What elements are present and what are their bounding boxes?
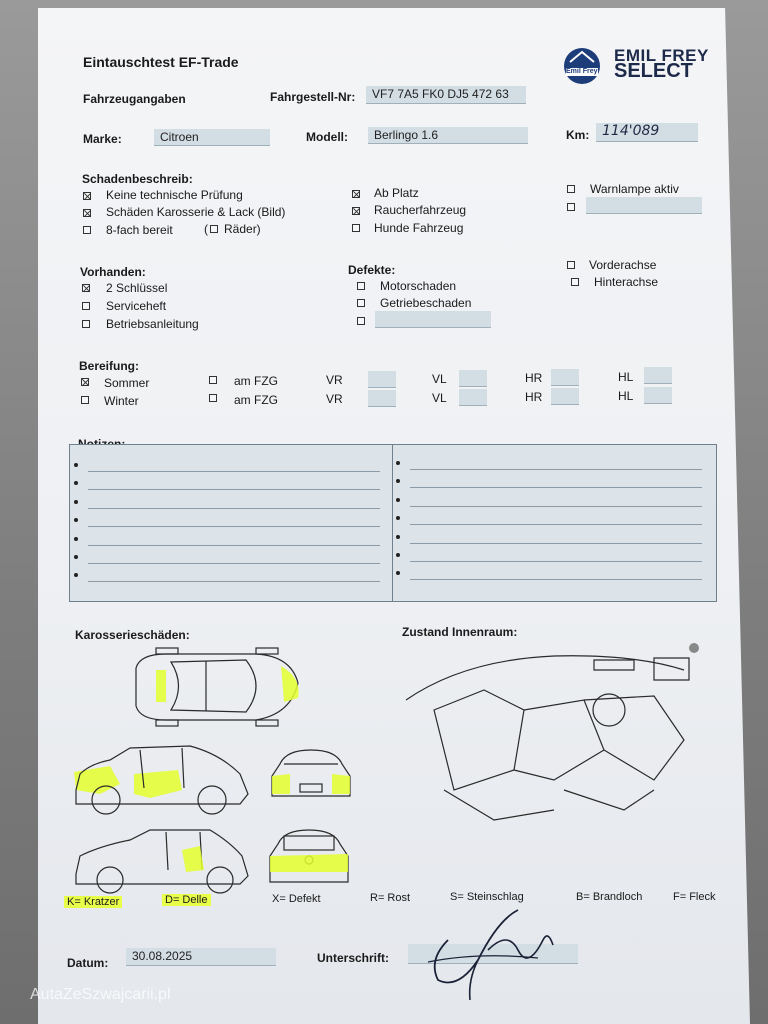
checkbox-front-axle[interactable] (567, 261, 575, 269)
car-side-view-left-diagram (70, 744, 252, 818)
bullet-dot (74, 518, 78, 522)
present-heading: Vorhanden: (80, 265, 146, 279)
checkbox-body-damage[interactable] (83, 209, 91, 217)
vl-summer-field[interactable] (459, 370, 487, 387)
legend-stone-chip: S= Steinschlag (450, 891, 524, 903)
ab-platz-label: Ab Platz (374, 186, 419, 200)
note-line[interactable] (88, 563, 380, 564)
pos-vl-2: VL (432, 391, 447, 405)
smoker-label: Raucherfahrzeug (374, 203, 467, 217)
tires-heading: Bereifung: (79, 359, 139, 373)
pos-hr-2: HR (525, 390, 543, 404)
summer-on-car-label: am FZG (234, 374, 278, 388)
note-line[interactable] (88, 526, 380, 527)
legend-rust: R= Rost (370, 892, 411, 904)
defects-heading: Defekte: (348, 263, 396, 277)
checkbox-ab-platz[interactable] (352, 190, 360, 198)
car-rear-view-diagram (264, 826, 354, 892)
checkbox-winter-on-car[interactable] (209, 394, 217, 402)
vin-field[interactable]: VF7 7A5 FK0 DJ5 472 63 (366, 86, 526, 104)
date-field[interactable]: 30.08.2025 (126, 948, 276, 966)
8fold-ready-label: 8-fach bereit (106, 223, 173, 237)
hr-winter-field[interactable] (551, 388, 579, 405)
pos-vr-2: VR (326, 392, 343, 406)
bullet-dot (74, 555, 78, 559)
checkbox-other[interactable] (567, 203, 575, 211)
checkbox-wheels[interactable] (210, 225, 218, 233)
checkbox-manual[interactable] (82, 320, 90, 328)
model-field[interactable]: Berlingo 1.6 (368, 127, 528, 144)
dog-label: Hunde Fahrzeug (374, 221, 464, 235)
bullet-dot (396, 571, 400, 575)
checkbox-8fold-ready[interactable] (83, 226, 91, 234)
checkbox-service-book[interactable] (82, 302, 90, 310)
checkbox-summer-on-car[interactable] (209, 376, 217, 384)
other-field[interactable] (586, 197, 702, 214)
bullet-dot (74, 481, 78, 485)
gearbox-damage-label: Getriebeschaden (380, 296, 472, 310)
notes-left-column[interactable] (74, 451, 384, 589)
emil-frey-emblem-icon (560, 44, 604, 86)
legend-defect: X= Defekt (272, 893, 321, 905)
car-side-view-right-diagram (70, 826, 252, 896)
bullet-dot (396, 553, 400, 557)
engine-damage-label: Motorschaden (380, 279, 457, 293)
checkbox-dog[interactable] (352, 224, 360, 232)
vin-label: Fahrgestell-Nr: (270, 90, 356, 104)
vr-winter-field[interactable] (368, 390, 396, 407)
make-label: Marke: (83, 132, 122, 146)
emblem-text: Emil Frey (566, 68, 598, 75)
checkbox-smoker[interactable] (352, 207, 360, 215)
car-front-view-diagram (266, 746, 356, 804)
legend-dent: D= Delle (162, 894, 211, 906)
notes-divider (392, 445, 393, 601)
hl-winter-field[interactable] (644, 387, 672, 404)
legend-burn-hole: B= Brandloch (576, 891, 643, 903)
service-book-label: Serviceheft (106, 299, 167, 313)
pos-vl-1: VL (432, 372, 447, 386)
note-line[interactable] (88, 581, 380, 582)
note-line[interactable] (88, 471, 380, 472)
handwritten-signature (418, 900, 558, 1010)
bullet-dot (74, 463, 78, 467)
wheels-label: Räder) (224, 222, 261, 236)
interior-heading: Zustand Innenraum: (402, 625, 518, 639)
bullet-dot (74, 573, 78, 577)
signature-label: Unterschrift: (317, 951, 390, 965)
checkbox-no-tech-check[interactable] (83, 192, 91, 200)
body-damage-heading: Karosserieschäden: (75, 628, 190, 642)
notes-box[interactable] (69, 444, 717, 602)
date-label: Datum: (67, 956, 109, 970)
brand-line-1: EMIL FREY (614, 46, 709, 65)
pos-hr-1: HR (525, 371, 543, 385)
rear-axle-label: Hinterachse (594, 275, 659, 289)
manual-label: Betriebsanleitung (106, 317, 199, 331)
summer-label: Sommer (104, 376, 150, 390)
no-tech-check-label: Keine technische Prüfung (106, 188, 243, 202)
checkbox-defect-other[interactable] (357, 317, 365, 325)
checkbox-2-keys[interactable] (82, 284, 90, 292)
bullet-dot (74, 500, 78, 504)
checkbox-winter[interactable] (81, 396, 89, 404)
body-damage-label: Schäden Karosserie & Lack (Bild) (106, 205, 286, 219)
checkbox-gearbox-damage[interactable] (357, 299, 365, 307)
checkbox-engine-damage[interactable] (357, 282, 365, 290)
warning-lamp-label: Warnlampe aktiv (590, 182, 679, 196)
damage-heading: Schadenbeschreib: (82, 172, 193, 186)
bullet-dot (396, 498, 400, 502)
pos-hl-1: HL (618, 370, 634, 384)
brand-line-2: SELECT (614, 60, 693, 82)
notes-right-column[interactable] (396, 451, 706, 589)
note-line[interactable] (410, 524, 702, 525)
legend-scratch: K= Kratzer (64, 896, 122, 908)
winter-on-car-label: am FZG (234, 393, 278, 407)
bullet-dot (396, 461, 400, 465)
note-line[interactable] (88, 489, 380, 490)
checkbox-warning-lamp[interactable] (567, 185, 575, 193)
km-label: Km: (566, 128, 590, 142)
km-field[interactable]: 114'089 (596, 123, 698, 142)
wheels-open-paren: ( (204, 222, 208, 236)
defect-other-field[interactable] (375, 311, 491, 328)
note-line[interactable] (410, 543, 702, 544)
checkbox-summer[interactable] (81, 378, 89, 386)
watermark: AutaZeSzwajcarii.pl (30, 986, 171, 1003)
legend-stain: F= Fleck (673, 891, 716, 903)
note-line[interactable] (410, 561, 702, 562)
car-interior-diagram (404, 640, 704, 830)
hr-summer-field[interactable] (551, 369, 579, 386)
form-title: Eintauschtest EF-Trade (83, 54, 239, 70)
bullet-dot (396, 535, 400, 539)
note-line[interactable] (88, 545, 380, 546)
make-field[interactable]: Citroen (154, 129, 270, 146)
note-line[interactable] (410, 579, 702, 580)
pos-vr-1: VR (326, 373, 343, 387)
bullet-dot (74, 537, 78, 541)
winter-label: Winter (104, 394, 139, 408)
section-title: Fahrzeugangaben (83, 92, 186, 106)
bullet-dot (396, 516, 400, 520)
pos-hl-2: HL (618, 389, 634, 403)
vr-summer-field[interactable] (368, 371, 396, 388)
model-label: Modell: (306, 130, 348, 144)
bullet-dot (396, 479, 400, 483)
hl-summer-field[interactable] (644, 367, 672, 384)
vl-winter-field[interactable] (459, 389, 487, 406)
car-top-view-diagram (126, 648, 306, 728)
note-line[interactable] (88, 508, 380, 509)
front-axle-label: Vorderachse (589, 258, 657, 272)
note-line[interactable] (410, 487, 702, 488)
note-line[interactable] (410, 469, 702, 470)
note-line[interactable] (410, 506, 702, 507)
checkbox-rear-axle[interactable] (571, 278, 579, 286)
2-keys-label: 2 Schlüssel (106, 281, 168, 295)
